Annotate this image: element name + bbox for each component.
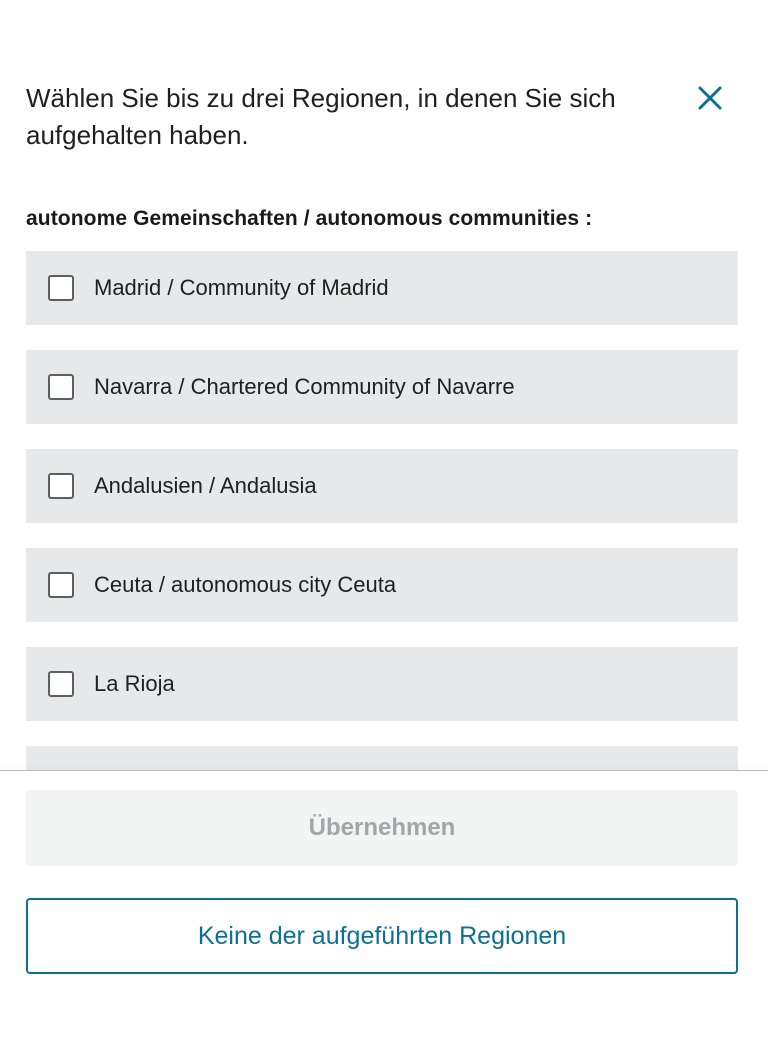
close-button[interactable] xyxy=(692,80,728,116)
region-item-andalusia[interactable] xyxy=(26,449,738,523)
footer-divider xyxy=(0,770,768,771)
region-checkbox[interactable] xyxy=(48,275,74,301)
region-label: La Rioja xyxy=(94,671,175,696)
region-label: Andalusien / Andalusia xyxy=(94,473,317,498)
section-label: autonome Gemeinschaften / autonomous communities : xyxy=(26,207,593,230)
region-item-ceuta[interactable] xyxy=(26,548,738,622)
region-list[interactable] xyxy=(0,251,768,770)
region-label: Navarra / Chartered Community of Navarre xyxy=(94,374,515,399)
region-label: Ceuta / autonomous city Ceuta xyxy=(94,572,397,597)
region-checkbox[interactable] xyxy=(48,374,74,400)
none-of-listed-regions-button[interactable]: Keine der aufgeführten Regionen xyxy=(26,898,738,974)
region-checkbox[interactable] xyxy=(48,473,74,499)
region-item-madrid[interactable] xyxy=(26,251,738,325)
region-label: Madrid / Community of Madrid xyxy=(94,275,389,300)
apply-button[interactable]: Übernehmen xyxy=(26,790,738,866)
close-icon xyxy=(697,85,723,111)
region-item-navarra[interactable] xyxy=(26,350,738,424)
region-checkbox[interactable] xyxy=(48,572,74,598)
region-item-la-rioja[interactable] xyxy=(26,647,738,721)
dialog-title: Wählen Sie bis zu drei Regionen, in denen Sie sich aufgehalten haben. xyxy=(26,83,616,150)
region-checkbox[interactable] xyxy=(48,671,74,697)
dialog-header xyxy=(26,80,742,160)
region-item-partial[interactable] xyxy=(26,746,738,770)
